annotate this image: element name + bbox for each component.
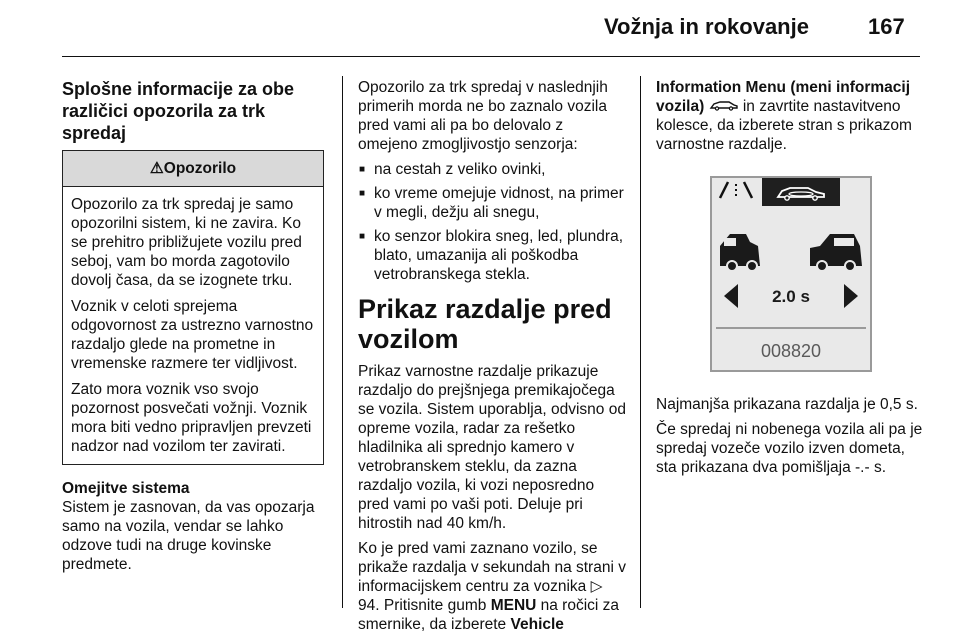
text-run: 94. Pritisnite gumb [358, 597, 491, 614]
vehicle-label: Vehicle [510, 616, 564, 633]
distance-display-image [710, 176, 872, 377]
warning-title: Opozorilo [163, 160, 237, 177]
list-item: ■ ko vreme omejuje vidnost, na primer v megli, dežju ali snegu, [358, 184, 626, 222]
page-number: 167 [868, 14, 905, 39]
menu-paragraph [656, 78, 924, 154]
section-heading-distance: Prikaz razdalje pred vozilom [358, 294, 612, 354]
warning-paragraph: Zato mora voznik vso svojo pozornost posvečati vožnji. Voznik mora biti vedno pripravljen prevzeti nadzor nad vozilom ter zavirati. [71, 381, 312, 455]
column-2 [358, 78, 626, 640]
list-item: ■ ko senzor blokira sneg, led, plundra, blato, umazanija ali poškodba vetrobranskega stekla. [358, 227, 626, 284]
no-vehicle-paragraph: Če spredaj ni nobenega vozila ali pa je spredaj vozeče vozilo izven dometa, sta prikazana dva pomišljaja -.- s. [656, 421, 923, 476]
list-item: ■ na cestah z veliko ovinki, [358, 160, 626, 179]
distance-paragraph: Prikaz varnostne razdalje prikazuje razdaljo do prejšnjega premikajočega se vozila. Sistem uporablja, odvisno od opreme vozila, radar za rešetko hladilnika ali sprednjo kamero v vetrobranskem steklu, da zazna razdaljo vozila, ki vozi neposredno pred vami po vaši poti. Deluje pri hitrostih nad 40 km/h. [358, 363, 626, 532]
warning-box [62, 150, 324, 465]
text-run: in zavrtite nastavitveno kolesce, da izberete stran s prikazom varnostne razdalje. [656, 98, 912, 153]
odometer-value: 008820 [760, 341, 822, 361]
text-run: Ko je pred vami zaznano vozilo, se prikaže razdalja v sekundah na strani v informacijskem centru za voznika [358, 540, 626, 595]
menu-name: Information Menu (meni informacij vozila) [656, 79, 911, 115]
reference-arrow-icon: ▷ [590, 578, 603, 595]
column-divider [640, 76, 641, 608]
column-1 [62, 78, 324, 580]
warning-body [63, 187, 323, 464]
header-rule [62, 56, 920, 57]
warning-paragraph: Opozorilo za trk spredaj je samo opozorilni sistem, ki ne zavira. Ko se prehitro približujete vozilu pred seboj, vam bo morda zagotovilo dovolj časa, da se izognete trku. [71, 196, 302, 289]
subheading-limits: Omejitve sistema [62, 480, 190, 497]
info-center-paragraph [358, 539, 626, 634]
distance-value: 2.0 s [772, 287, 810, 306]
section-heading: Splošne informacije za obe različici opozorila za trk spredaj [62, 79, 295, 143]
header-title: Vožnja in rokovanje [604, 14, 809, 39]
text-run: na ročici za smernike, da izberete [358, 597, 620, 633]
warning-triangle-icon: ⚠ [149, 160, 164, 177]
column-divider [342, 76, 343, 608]
warning-paragraph: Voznik v celoti sprejema odgovornost za ustrezno varnostno razdaljo glede na prometne in vremenske razmere ter vidljivost. [71, 298, 314, 372]
menu-button-label: MENU [490, 597, 537, 614]
column-3 [656, 78, 924, 483]
conditions-list [358, 160, 626, 284]
warning-header [63, 151, 323, 187]
min-distance-paragraph: Najmanjša prikazana razdalja je 0,5 s. [656, 396, 918, 413]
car-icon [709, 98, 739, 115]
limits-paragraph: Sistem je zasnovan, da vas opozarja samo na vozila, vendar se lahko odzove tudi na druge kovinske predmete. [62, 499, 315, 573]
intro-paragraph: Opozorilo za trk spredaj v naslednjih primerih morda ne bo zaznalo vozila pred vami ali pa bo delovalo z omejeno zmogljivostjo senzorja: [358, 79, 608, 153]
